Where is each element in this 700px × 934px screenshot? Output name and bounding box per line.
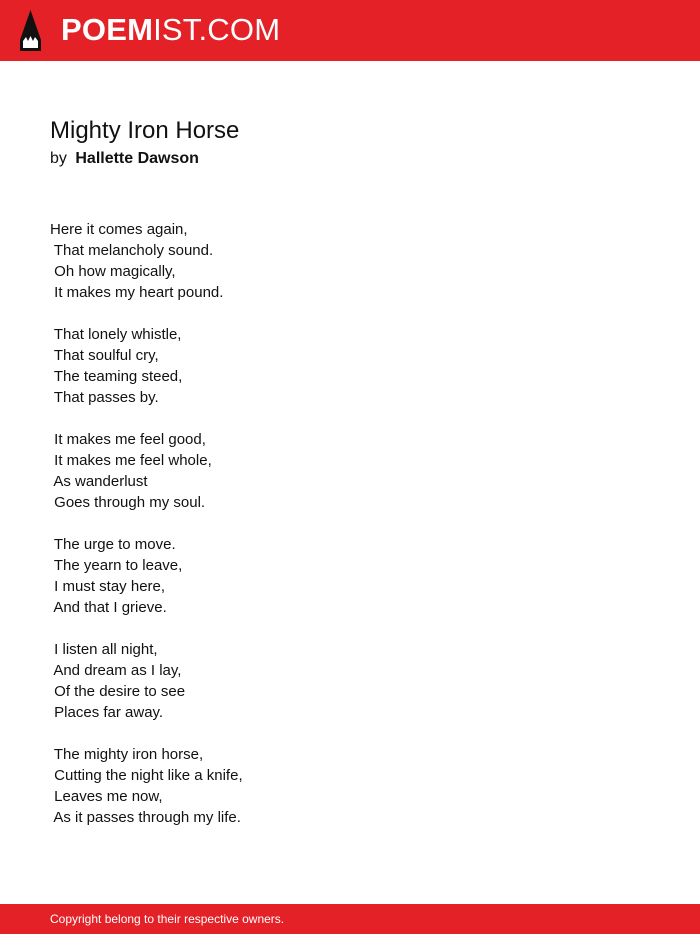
poem-line: It makes my heart pound. [50,284,224,301]
poem-line: The teaming steed, [50,368,183,385]
poem-title: Mighty Iron Horse [50,117,240,144]
poem-stanza [50,324,650,408]
poem-line: It makes me feel good, [50,431,206,448]
poem-line: The urge to move. [50,536,176,553]
poem-line: That melancholy sound. [50,242,214,259]
pen-nib-icon[interactable] [18,10,43,51]
poem-line: I listen all night, [50,641,158,658]
logo-text-bold: POEM [61,12,154,47]
poem-line: I must stay here, [50,578,166,595]
poem-line: That lonely whistle, [50,326,182,343]
poem-stanza [50,219,650,303]
poem-line: The mighty iron horse, [50,746,204,763]
poem-line: Of the desire to see [50,683,186,700]
site-footer [0,904,700,934]
poem-stanza [50,639,650,723]
poem-line: Places far away. [50,704,164,721]
copyright-text: Copyright belong to their respective owners. [50,912,285,926]
logo-text-light: IST.COM [153,12,281,47]
poem-line: Goes through my soul. [50,494,206,511]
poem-line: As it passes through my life. [50,809,241,826]
poem-line: Leaves me now, [50,788,163,805]
poem-stanza [50,534,650,618]
poem-line: As wanderlust [50,473,148,490]
poem-line: The yearn to leave, [50,557,183,574]
poem-author: Hallette Dawson [75,150,199,167]
poem-line: Here it comes again, [50,221,188,238]
poem-stanza [50,744,650,828]
poem-stanza [50,429,650,513]
poem-line: And dream as I lay, [50,662,182,679]
poem-line: And that I grieve. [50,599,167,616]
poem-line: Cutting the night like a knife, [50,767,243,784]
poem-byline [50,149,199,169]
site-header [0,0,700,61]
poem-line: That passes by. [50,389,159,406]
poem-body [50,219,650,849]
by-label: by [50,150,67,167]
poem-line: That soulful cry, [50,347,159,364]
poem-line: It makes me feel whole, [50,452,212,469]
poem-line: Oh how magically, [50,263,176,280]
site-logo[interactable] [61,12,280,48]
